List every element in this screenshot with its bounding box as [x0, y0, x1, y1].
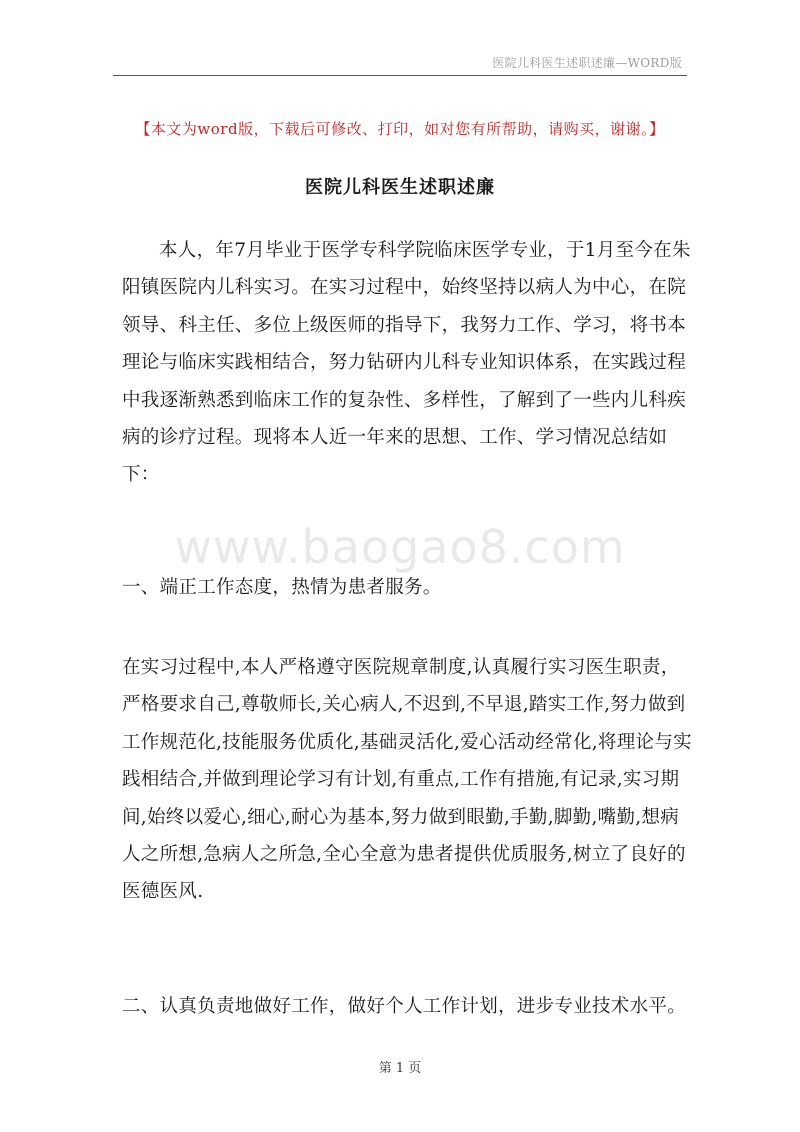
watermark: www.baogao8.com: [174, 520, 626, 574]
document-title: 医院儿科医生述职述廉: [305, 177, 495, 198]
page-number: 第 1 页: [378, 1061, 422, 1076]
header-divider: [113, 75, 687, 76]
section-heading-1: 一、端正工作态度，热情为患者服务。: [122, 577, 442, 598]
section-heading-2: 二、认真负责地做好工作，做好个人工作计划，进步专业技术水平。: [122, 996, 687, 1017]
purchase-notice: 【本文为word版，下载后可修改、打印，如对您有所帮助，请购买，谢谢。】: [135, 120, 665, 138]
intro-text: 本人，年7月毕业于医学专科学院临床医学专业，于1月至今在朱阳镇医院内儿科实习。在实习过程中，始终坚持以病人为中心，在院领导、科主任、多位上级医师的指导下，我努力工作、学习，将书本理论与临床实践相结合，努力钻研内儿科专业知识体系，在实践过程中我逐渐熟悉到临床工作的复杂性、多样性，了解到了一些内儿科疾病的诊疗过程。现将本人近一年来的思想、工作、学习情况总结如下：: [122, 240, 691, 486]
section-body-1-text: 在实习过程中,本人严格遵守医院规章制度,认真履行实习医生职责，严格要求自己,尊敬师长,关心病人,不迟到,不早退,踏实工作,努力做到工作规范化,技能服务优质化,基础灵活化,爱心活动经常化,将理论与实践相结合,并做到理论学习有计划,有重点,工作有措施,有记录,实习期间,始终以爱心,细心,耐心为基本,努力做到眼勤,手勤,脚勤,嘴勤,想病人之所想,急病人之所急,全心全意为患者提供优质服务,树立了良好的医德医风.: [122, 657, 692, 903]
section-body-1: [122, 649, 692, 911]
running-header: 医院儿科医生述职述廉—WORD版: [492, 56, 682, 70]
intro-paragraph: [122, 232, 692, 494]
